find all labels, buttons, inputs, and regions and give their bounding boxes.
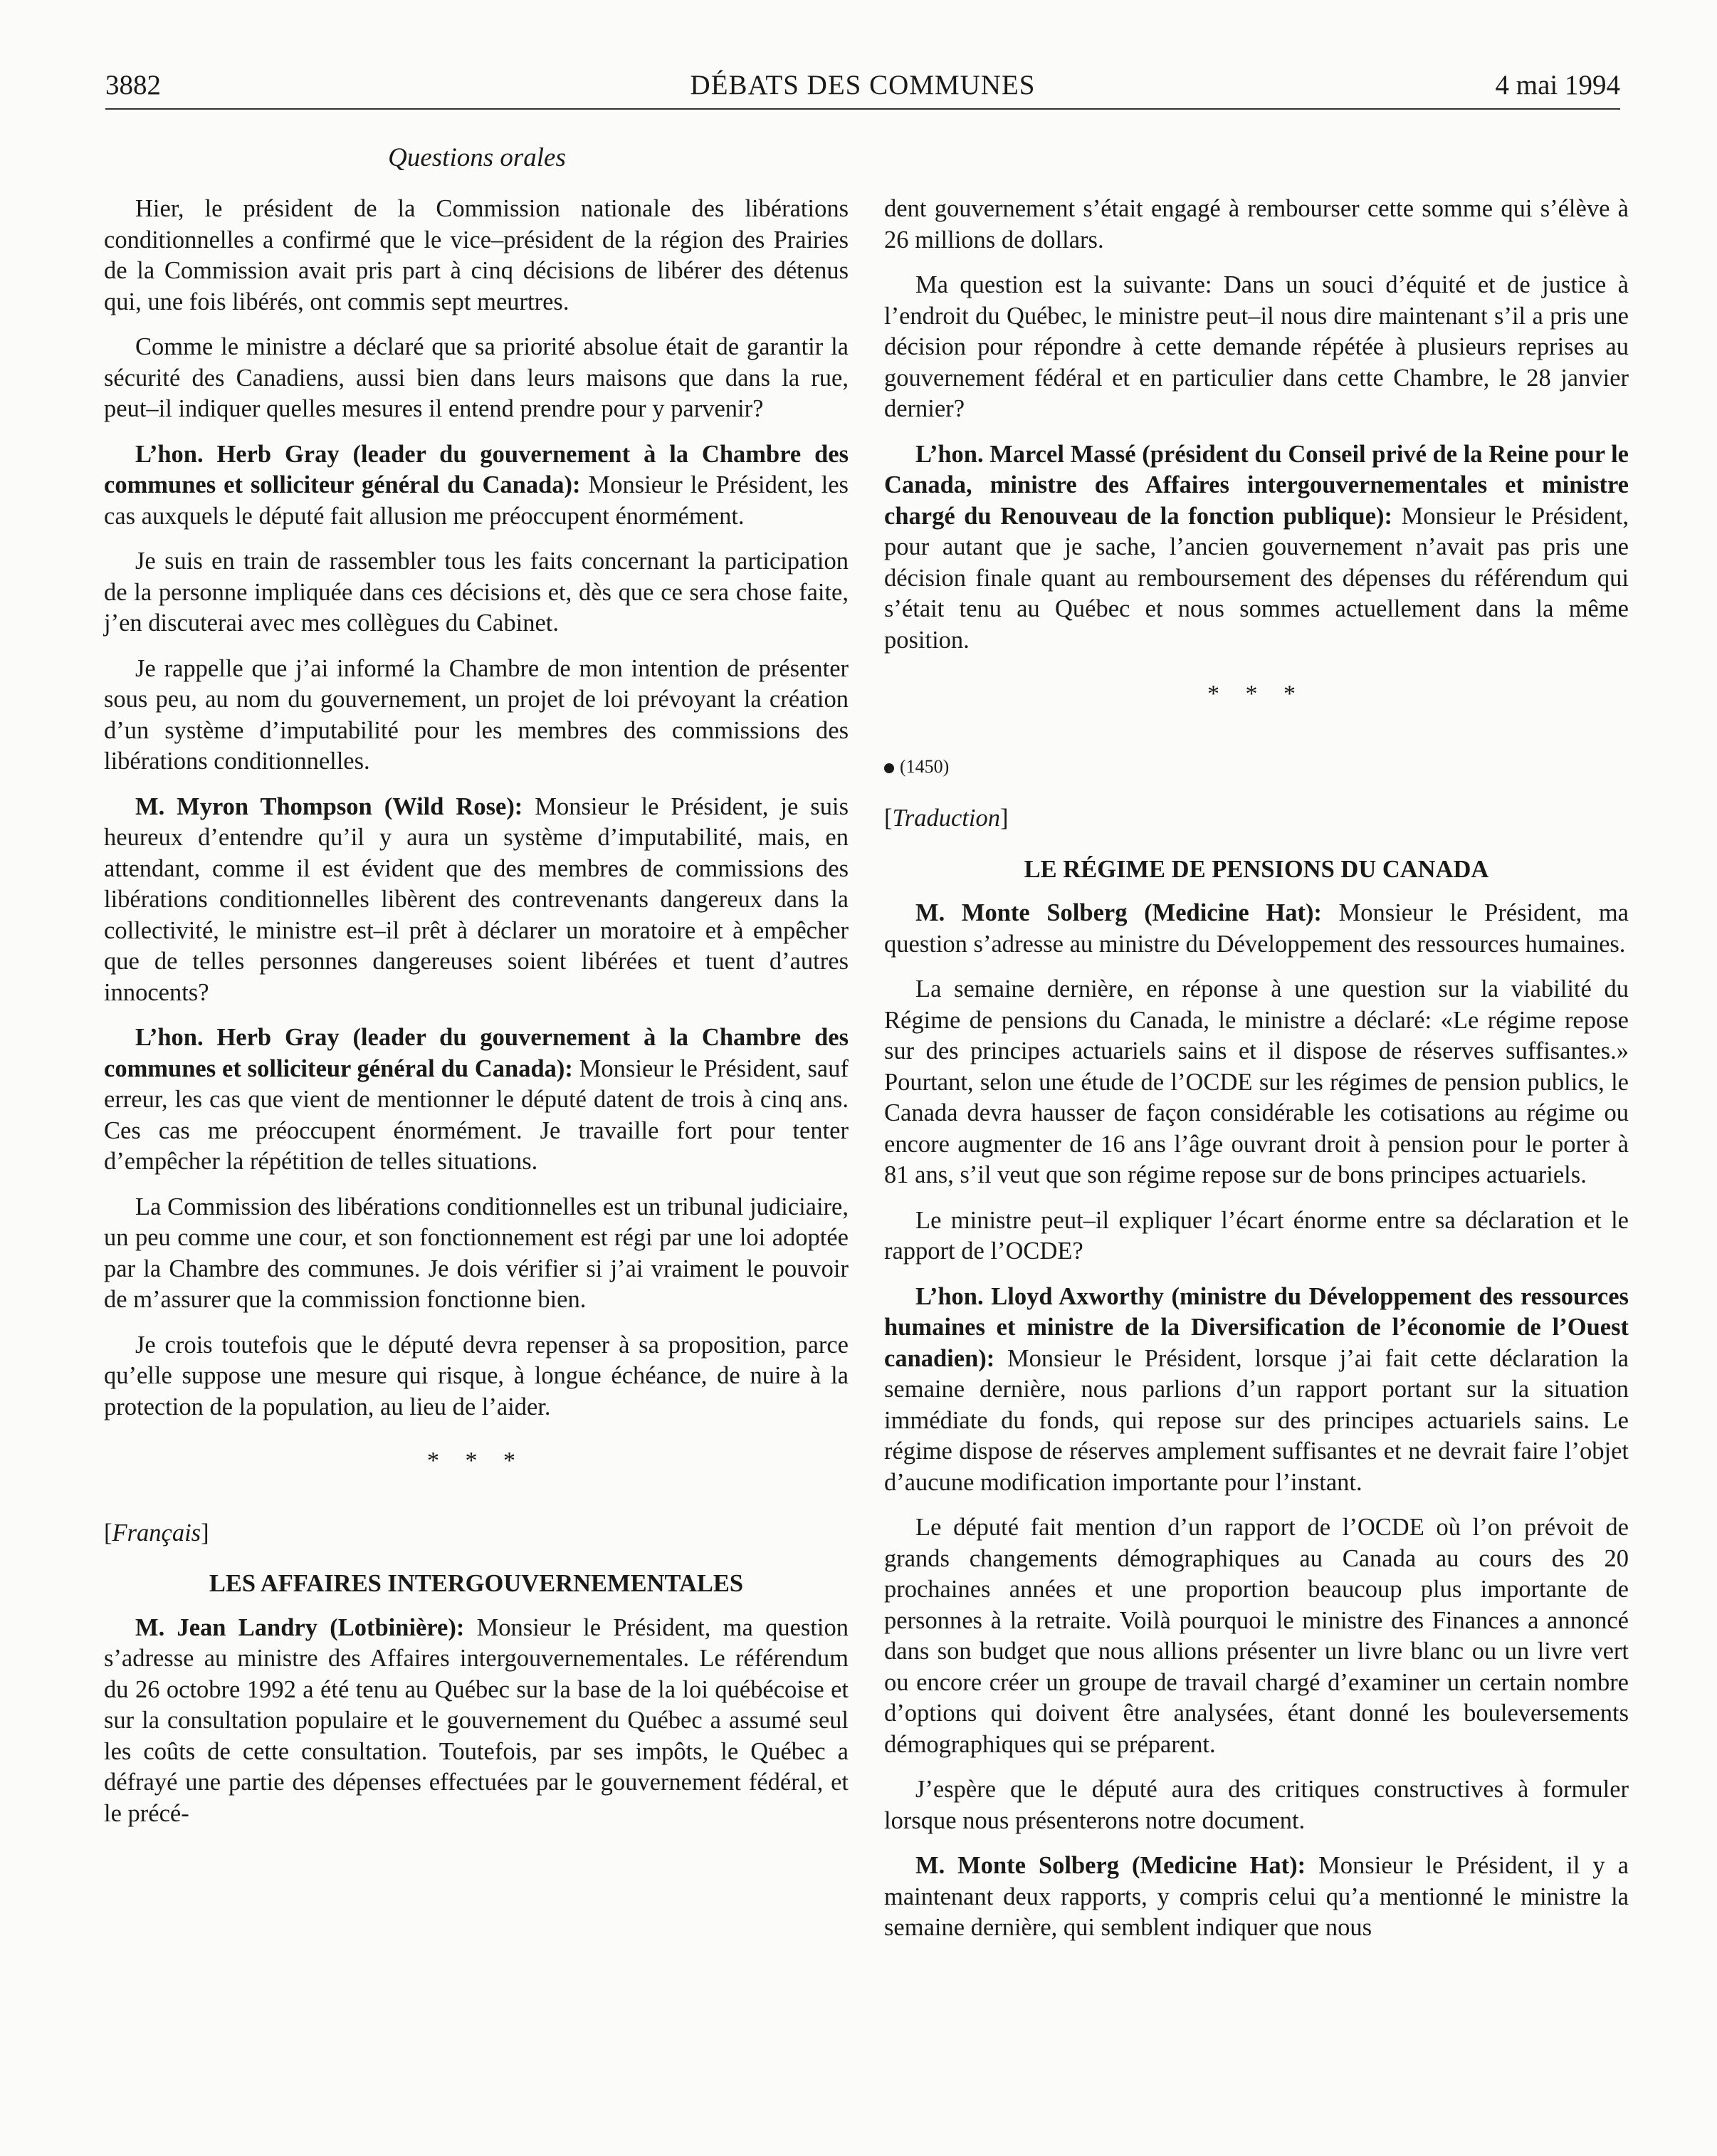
paragraph (104, 792, 849, 1009)
section-caption: Questions orales (388, 143, 566, 172)
speaker-name: M. Myron Thompson (Wild Rose): (135, 792, 523, 820)
speech-text: Monsieur le Président, pour autant que je sache, l’ancien gouvernement n’avait pas pris une décision finale quant au remboursement des dépenses du référendum qui s’était tenu au Québec et nous sommes actuellement dans la même position. (884, 502, 1629, 654)
speaker-name: M. Monte Solberg (Medicine Hat): (915, 1852, 1306, 1879)
section-heading: LES AFFAIRES INTERGOUVERNEMENTALES (209, 1570, 744, 1597)
paragraph (884, 1282, 1629, 1499)
paragraph (104, 1022, 849, 1178)
paragraph: Je crois toutefois que le député devra repenser à sa proposition, parce qu’elle suppose une mesure qui risque, à longue échéance, de nuire à la protection de la population, au lieu de l’aider. (104, 1331, 849, 1420)
publication-title: DÉBATS DES COMMUNES (690, 70, 1036, 100)
speaker-name: L’hon. Marcel Massé (président du Conseil privé de la Reine pour le Canada, ministre des Affaires intergouvernementales et ministre chargé du Renouveau de la fonction publique): (884, 440, 1629, 530)
speech-text: Monsieur le Président, je suis heureux d’entendre qu’il y aura un système d’imputabilité, mais, en attendant, comme il est évident que des membres de commissions des libérations conditionnelles libèrent des contrevenants dangereux dans la collectivité, le ministre est–il prêt à déclarer un moratoire et à empêcher que de telles personnes dangereuses soient libérées et tuent d’autres innocents? (104, 792, 849, 1006)
paragraph: La Commission des libérations conditionnelles est un tribunal judiciaire, un peu comme une cour, et son fonctionnement est régi par une loi adoptée par la Chambre des communes. Je dois vérifier si j’ai vraiment le pouvoir de m’assurer que la commission fonctionne bien. (104, 1193, 849, 1313)
timestamp (884, 751, 1629, 783)
language-label: Traduction (892, 805, 1000, 832)
page-header (105, 66, 1620, 105)
speech-text: Monsieur le Président, sauf erreur, les cas que vient de mentionner le député datent de trois à cinq ans. Ces cas me préoccupent énormément. Je travaille fort pour tenter d’empêcher la répétition de telles situations. (104, 1055, 849, 1175)
paragraph: dent gouvernement s’était engagé à rembourser cette somme qui s’élève à 26 millions de dollars. (884, 195, 1629, 253)
left-column (104, 194, 849, 1843)
paragraph (884, 898, 1629, 960)
paragraph: Hier, le président de la Commission nationale des libérations conditionnelles a confirmé que le vice–président de la région des Prairies de la Commission avait pris part à cinq décisions de libérer des détenus qui, une fois libérés, ont commis sept meurtres. (104, 195, 849, 315)
paragraph: Comme le ministre a déclaré que sa priorité absolue était de garantir la sécurité des Canadiens, aussi bien dans leurs maisons que dans la rue, peut–il indiquer quelles mesures il entend prendre pour y parvenir? (104, 333, 849, 422)
paragraph: Je rappelle que j’ai informé la Chambre de mon intention de présenter sous peu, au nom du gouvernement, un projet de loi prévoyant la création d’un système d’imputabilité pour les membres des commissions des libérations conditionnelles. (104, 654, 849, 775)
section-separator: * * * (1207, 681, 1306, 707)
speech-text: Monsieur le Président, ma question s’adresse au ministre des Affaires intergouvernementales. Le référendum du 26 octobre 1992 a été tenu au Québec sur la base de la loi québécoise et sur la consultation populaire et le gouvernement du Québec a assumé seul les coûts de cette consultation. Toutefois, par ses impôts, le Québec a défrayé une partie des dépenses effectuées par le gouvernement fédéral, et le précé- (104, 1613, 849, 1827)
paragraph (104, 439, 849, 533)
speech-text: Monsieur le Président, il y a maintenant deux rapports, y compris celui qu’a mentionné le ministre la semaine dernière, qui semblent indiquer que nous (884, 1852, 1629, 1941)
speaker-name: L’hon. Lloyd Axworthy (ministre du Développement des ressources humaines et ministre de la Diversification de l’économie de l’Ouest canadien): (884, 1282, 1629, 1372)
paragraph: Le ministre peut–il expliquer l’écart énorme entre sa déclaration et le rapport de l’OCDE? (884, 1206, 1629, 1265)
speaker-name: L’hon. Herb Gray (leader du gouvernement à la Chambre des communes et solliciteur général du Canada): (104, 440, 849, 498)
paragraph: La semaine dernière, en réponse à une question sur la viabilité du Régime de pensions du Canada, le ministre a déclaré: «Le régime repose sur des principes actuariels sains et il dispose de réserves suffisantes.» Pourtant, selon une étude de l’OCDE sur les régimes de pension publics, le Canada devra hausser de façon considérable les cotisations au régime ou encore augmenter de 16 ans l’âge ouvrant droit à pension pour le porter à 81 ans, s’il veut que son régime repose sur de bons principes actuariels. (884, 975, 1629, 1188)
bullet-icon (884, 763, 894, 773)
section-heading: LE RÉGIME DE PENSIONS DU CANADA (1024, 855, 1489, 883)
language-label: Français (112, 1519, 201, 1547)
paragraph: Le député fait mention d’un rapport de l’OCDE où l’on prévoit de grands changements démographiques au Canada au cours des 20 prochaines années et une proportion beaucoup plus importante de personnes à la retraite. Voilà pourquoi le ministre des Finances a annoncé dans son budget que nous allions présenter un livre blanc ou un livre vert ou encore créer un groupe de travail chargé d’examiner un certain nombre d’options qui doivent être analysées, étant donné les bouleversements démographiques qui se préparent. (884, 1514, 1629, 1758)
speaker-name: L’hon. Herb Gray (leader du gouvernement à la Chambre des communes et solliciteur général du Canada): (104, 1024, 849, 1082)
paragraph: J’espère que le député aura des critiques constructives à formuler lorsque nous présenterons notre document. (884, 1776, 1629, 1834)
header-rule (105, 108, 1620, 110)
paragraph (884, 1851, 1629, 1944)
speaker-name: M. Monte Solberg (Medicine Hat): (915, 899, 1322, 926)
paragraph (884, 439, 1629, 656)
publication-date: 4 mai 1994 (1495, 70, 1620, 100)
speaker-name: M. Jean Landry (Lotbinière): (135, 1613, 465, 1641)
timestamp-label: (1450) (900, 755, 950, 777)
language-marker: [Traduction] (884, 805, 1009, 832)
paragraph: Je suis en train de rassembler tous les faits concernant la participation de la personne impliquée dans ces décisions et, dès que ce sera chose faite, j’en discuterai avec mes collègues du Cabinet. (104, 548, 849, 637)
paragraph: Ma question est la suivante: Dans un souci d’équité et de justice à l’endroit du Québec, le ministre peut–il nous dire maintenant s’il a pris une décision pour répondre à cette demande répétée à plusieurs reprises au gouvernement fédéral et en particulier dans cette Chambre, le 28 janvier dernier? (884, 271, 1629, 422)
paragraph (104, 1613, 849, 1830)
language-marker: [Français] (104, 1519, 209, 1547)
right-column (884, 194, 1629, 1958)
page-number: 3882 (105, 70, 161, 100)
speech-text: Monsieur le Président, les cas auxquels le député fait allusion me préoccupent énormément. (104, 471, 849, 530)
speech-text: Monsieur le Président, lorsque j’ai fait cette déclaration la semaine dernière, nous parlions d’un rapport portant sur la situation immédiate du fonds, qui repose sur des principes actuariels sains. Le régime dispose de réserves amplement suffisantes et ne devrait faire l’objet d’aucune modification importante pour l’instant. (884, 1344, 1629, 1496)
section-separator: * * * (427, 1448, 525, 1474)
speech-text: Monsieur le Président, ma question s’adresse au ministre du Développement des ressources humaines. (884, 899, 1629, 958)
